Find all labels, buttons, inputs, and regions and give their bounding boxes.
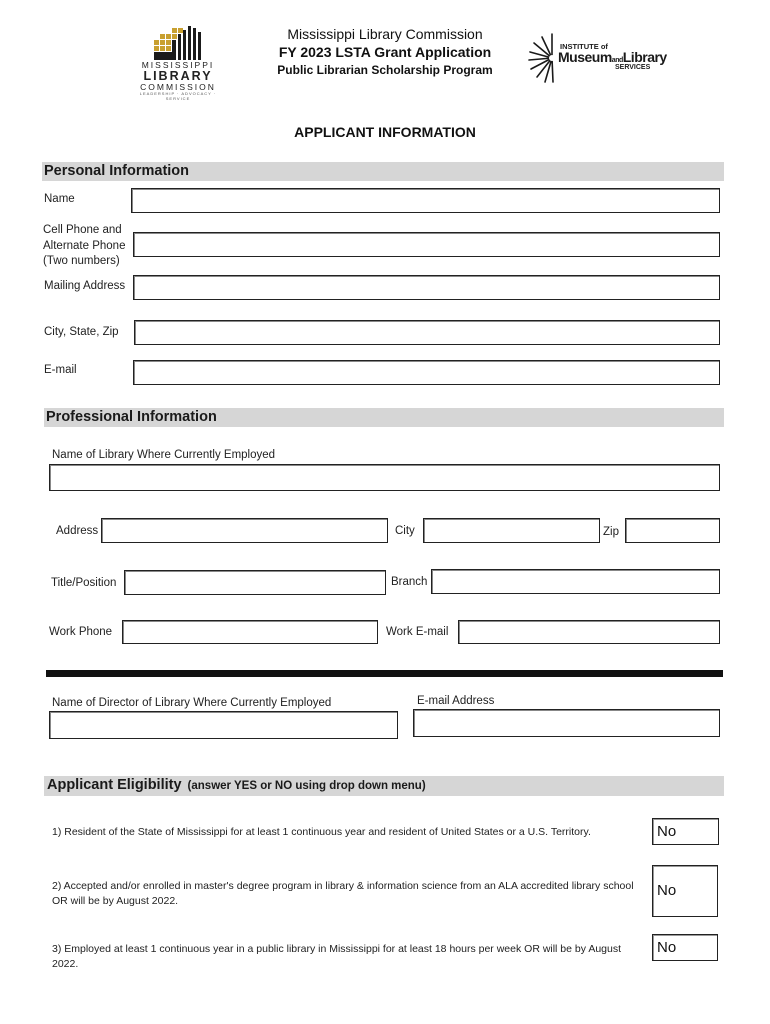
- city-state-zip-label: City, State, Zip: [44, 326, 119, 338]
- imls-services: SERVICES: [615, 64, 651, 71]
- library-name-input[interactable]: [49, 464, 720, 491]
- eligibility-subtitle: (answer YES or NO using drop down menu): [187, 780, 426, 792]
- eligibility-question-2-line-2: OR will be by August 2022.: [52, 895, 179, 907]
- work-city-label: City: [395, 525, 415, 537]
- director-name-input[interactable]: [49, 711, 398, 739]
- work-address-label: Address: [56, 525, 99, 537]
- eligibility-question-2-line-1: 2) Accepted and/or enrolled in master's degree program in library & information science from an ALA accredited library school: [52, 880, 634, 892]
- name-label: Name: [44, 193, 75, 205]
- email-label: E-mail: [44, 364, 77, 376]
- page-title: APPLICANT INFORMATION: [294, 124, 476, 140]
- work-email-label: Work E-mail: [386, 626, 449, 638]
- mlc-logo-word2: LIBRARY: [143, 69, 213, 83]
- branch-input[interactable]: [431, 569, 720, 594]
- branch-label: Branch: [391, 576, 428, 588]
- work-address-input[interactable]: [101, 518, 388, 543]
- work-phone-input[interactable]: [122, 620, 378, 644]
- title-position-label: Title/Position: [51, 577, 117, 589]
- header-line-1: Mississippi Library Commission: [287, 26, 483, 42]
- imls-logo: [528, 32, 667, 84]
- eligibility-question-2: [52, 879, 650, 909]
- work-phone-label: Work Phone: [49, 626, 113, 638]
- director-email-input[interactable]: [413, 709, 720, 737]
- work-zip-input[interactable]: [625, 518, 720, 543]
- eligibility-question-3-line-2: 2022.: [52, 958, 79, 970]
- director-email-label: E-mail Address: [417, 695, 495, 707]
- work-email-input[interactable]: [458, 620, 720, 644]
- eligibility-question-3-line-1: 3) Employed at least 1 continuous year in a public library in Mississippi for at least 18 hours per week OR will be by August: [52, 943, 622, 955]
- mailing-address-label: Mailing Address: [44, 280, 126, 292]
- header-line-3: Public Librarian Scholarship Program: [277, 63, 493, 77]
- eligibility-question-3: [52, 942, 650, 972]
- title-position-input[interactable]: [124, 570, 386, 595]
- eligibility-answer-3-dropdown[interactable]: No: [652, 934, 718, 961]
- phone-label-line-1: Cell Phone and: [43, 224, 122, 236]
- phone-label-line-2: Alternate Phone: [43, 239, 126, 252]
- library-building-icon: [132, 24, 224, 60]
- name-input[interactable]: [131, 188, 720, 213]
- phone-input[interactable]: [133, 232, 720, 257]
- header-line-2: FY 2023 LSTA Grant Application: [278, 44, 492, 60]
- work-city-input[interactable]: [423, 518, 600, 543]
- imls-library: Library: [622, 49, 667, 65]
- mlc-logo: [132, 24, 224, 101]
- library-name-label: Name of Library Where Currently Employed: [52, 449, 276, 461]
- email-input[interactable]: [133, 360, 720, 385]
- eligibility-section-title: [47, 777, 426, 793]
- mailing-address-input[interactable]: [133, 275, 720, 300]
- eligibility-question-1: 1) Resident of the State of Mississippi for at least 1 continuous year and resident of United States or a U.S. Territory.: [52, 826, 591, 838]
- phone-label-line-3: (Two numbers): [43, 255, 120, 267]
- city-state-zip-input[interactable]: [134, 320, 720, 345]
- starburst-icon: [528, 32, 558, 84]
- eligibility-answer-2-dropdown[interactable]: No: [652, 865, 718, 917]
- work-zip-label: Zip: [603, 526, 619, 538]
- eligibility-answer-1-dropdown[interactable]: No: [652, 818, 719, 845]
- professional-section-title: Professional Information: [46, 409, 217, 425]
- section-divider: [46, 670, 723, 677]
- director-name-label: Name of Director of Library Where Currently Employed: [52, 697, 332, 709]
- mlc-logo-word1: MISSISSIPPI: [141, 60, 215, 70]
- imls-and: and: [611, 57, 623, 64]
- personal-section-title: Personal Information: [44, 163, 190, 179]
- eligibility-title: Applicant Eligibility: [47, 777, 182, 793]
- mlc-logo-word3: COMMISSION: [140, 82, 216, 92]
- imls-institute: INSTITUTE of: [560, 42, 608, 51]
- phone-label: [43, 223, 125, 270]
- mlc-logo-tagline: LEADERSHIP · ADVOCACY · SERVICE: [139, 91, 217, 101]
- imls-museum: Museum: [558, 49, 612, 65]
